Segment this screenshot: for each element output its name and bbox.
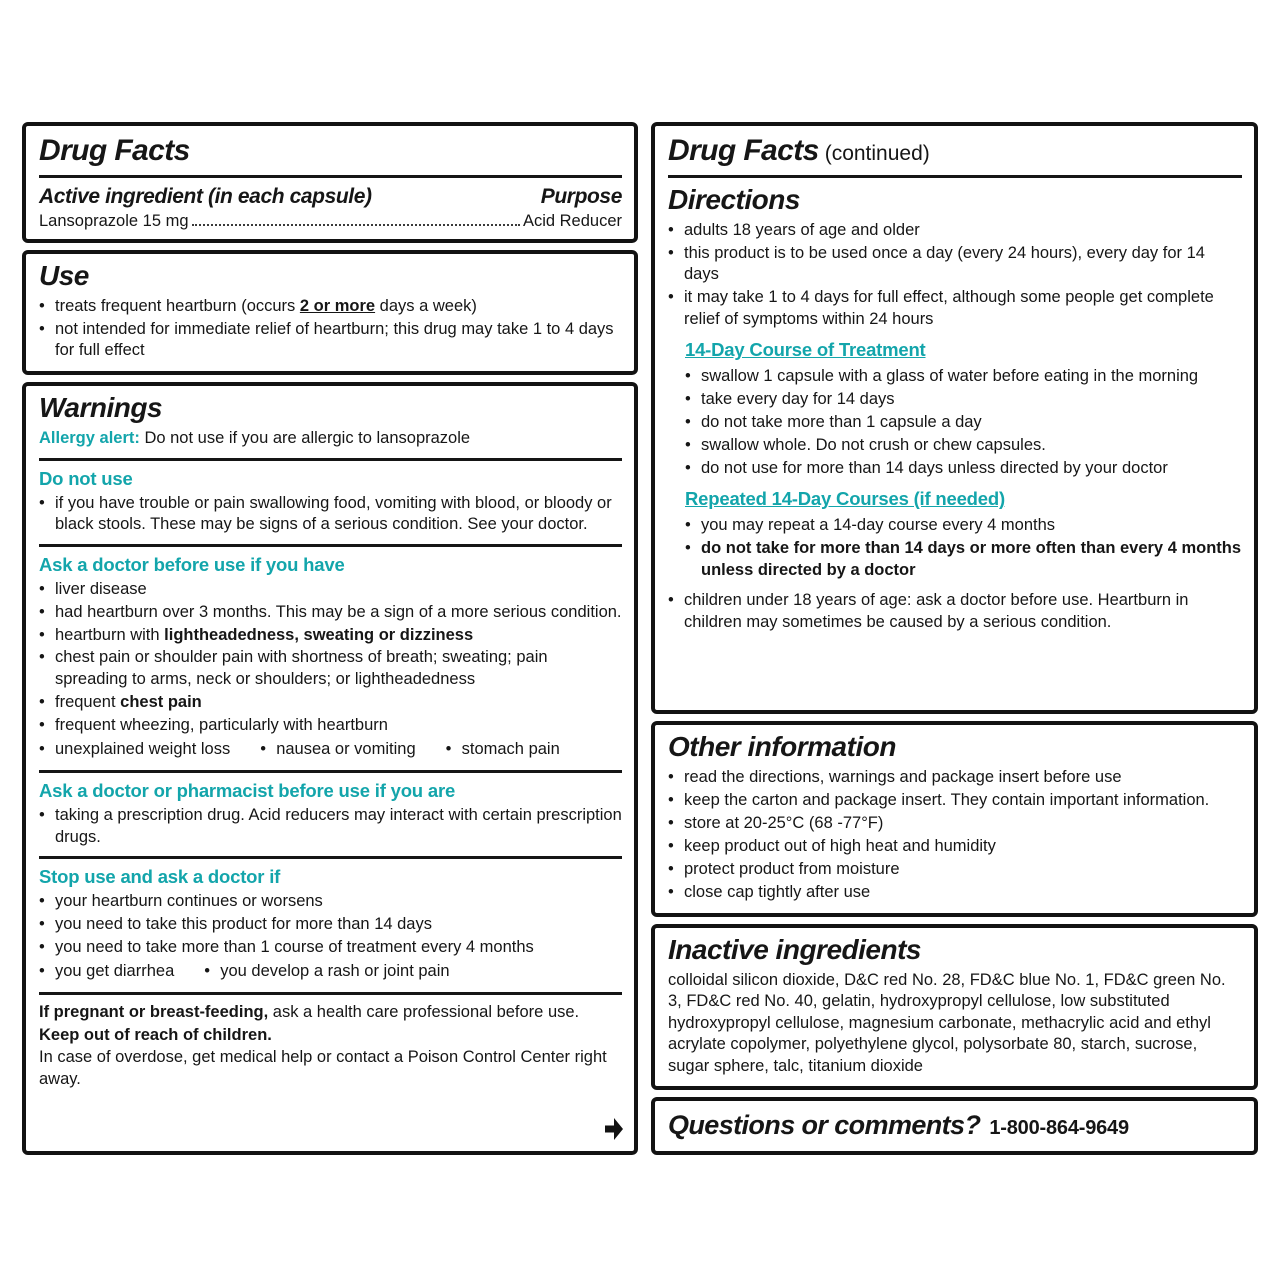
bullet-item: • close cap tightly after use [668,882,1242,903]
active-ingredient-header-row [39,185,622,209]
ingredient-name: Lansoprazole 15 mg [39,212,189,230]
use-bullet-2: • not intended for immediate relief of heartburn; this drug may take 1 to 4 days for full effect [55,319,614,360]
use-bullet-1: • treats frequent heartburn (occurs 2 or more days a week) [55,297,477,315]
section-divider [39,856,622,859]
bullet-item [39,319,622,362]
allergy-alert-label: Allergy alert: [39,429,140,448]
bullet-item: • it may take 1 to 4 days for full effect, although some people get complete relief of symptoms within 24 hours [668,287,1242,330]
bullet-item: • you get diarrhea [39,961,174,982]
bullet-item: • you need to take more than 1 course of treatment every 4 months [39,937,622,958]
right-column [651,122,1258,1155]
bullet-item: • take every day for 14 days [685,389,1242,410]
bullet-item: • read the directions, warnings and package insert before use [668,767,1242,788]
questions-heading: Questions or comments? [668,1110,981,1140]
section-divider [39,770,622,773]
dotted-leader [192,213,520,226]
ask-pharmacist-heading: Ask a doctor or pharmacist before use if you are [39,780,456,802]
bullet-item: • liver disease [39,579,622,600]
use-heading: Use [39,260,89,291]
panel-questions [651,1097,1258,1155]
left-column [22,122,638,1155]
allergy-alert-line: Allergy alert: Do not use if you are allergic to lansoprazole [39,429,471,448]
questions-phone-number: 1-800-864-9649 [989,1117,1129,1139]
bullet-item: • you develop a rash or joint pain [204,961,449,982]
panel-inactive-ingredients [651,924,1258,1090]
warnings-heading: Warnings [39,392,163,424]
bullet-item: • keep the carton and package insert. They contain important information. [668,790,1242,811]
bullet-item: • do not use for more than 14 days unless directed by your doctor [685,458,1242,479]
bullet-item: • swallow 1 capsule with a glass of water before eating in the morning [685,366,1242,387]
panel-use [22,250,638,375]
bullet-item: • if you have trouble or pain swallowing food, vomiting with blood, or bloody or black stools. These may be signs of a serious condition. See your doctor. [39,493,622,536]
inactive-ingredients-heading: Inactive ingredients [668,933,921,965]
bullet-item: • chest pain or shoulder pain with shortness of breath; sweating; pain spreading to arms, neck or shoulders; or lightheadedness [39,647,622,690]
bullet-row [39,960,622,984]
inactive-ingredients-text: colloidal silicon dioxide, D&C red No. 28, FD&C blue No. 1, FD&C green No. 3, FD&C red No. 40, gelatin, hydroxypropyl cellulose, low substituted hydroxypropyl cellulose, magnesium carbonate, methacrylic acid and ethyl acrylate copolymer, polyethylene glycol, polysorbate 80, starch, sucrose, sugar sphere, talc, titanium dioxide [668,970,1226,1075]
drug-facts-continued-title: Drug Facts (continued) [668,131,1242,178]
bullet-item: • you need to take this product for more than 14 days [39,914,622,935]
bullet-item: • taking a prescription drug. Acid reducers may interact with certain prescription drugs. [39,805,622,848]
bullet-item: • do not take more than 1 capsule a day [685,412,1242,433]
other-information-heading: Other information [668,731,896,763]
panel-active-ingredient [22,122,638,243]
bullet-item: • keep product out of high heat and humidity [668,836,1242,857]
bullet-item: • nausea or vomiting [260,739,415,760]
repeated-courses-heading: Repeated 14-Day Courses (if needed) [685,488,1005,510]
purpose-heading: Purpose [540,185,622,208]
overdose-warning: In case of overdose, get medical help or contact a Poison Control Center right away. [39,1048,607,1088]
bullet-item: • adults 18 years of age and older [668,220,1242,241]
bullet-item: • stomach pain [446,739,560,760]
bullet-item: • heartburn with lightheadedness, sweating or dizziness [39,625,622,646]
keep-out-of-reach-warning: Keep out of reach of children. [39,1025,272,1044]
bullet-item: • unexplained weight loss [39,739,230,760]
bullet-item: • swallow whole. Do not crush or chew capsules. [685,435,1242,456]
purpose-value: Acid Reducer [522,212,622,230]
section-divider [39,458,622,461]
continued-arrow-icon [603,1116,625,1142]
bullet-item: • store at 20-25°C (68 -77°F) [668,813,1242,834]
panel-warnings [22,382,638,1155]
do-not-use-heading: Do not use [39,467,133,489]
ask-doctor-heading: Ask a doctor before use if you have [39,553,345,575]
active-ingredient-heading: Active ingredient (in each capsule) [39,185,372,208]
stop-use-heading: Stop use and ask a doctor if [39,866,281,887]
bullet-row [39,738,622,762]
course-of-treatment-heading: 14-Day Course of Treatment [685,339,926,361]
drug-facts-title: Drug Facts [39,131,622,178]
pregnancy-warning: If pregnant or breast-feeding, ask a health care professional before use. [39,1003,580,1022]
drug-facts-label [22,122,1258,1155]
bullet-item: • do not take for more than 14 days or more often than every 4 months unless directed by a doctor [685,538,1242,581]
bullet-item [39,296,622,317]
directions-heading: Directions [668,184,800,215]
bullet-item: • had heartburn over 3 months. This may be a sign of a more serious condition. [39,602,622,623]
panel-other-information [651,721,1258,917]
section-divider [39,544,622,547]
ingredient-row [39,212,622,231]
panel-directions [651,122,1258,714]
continued-label: (continued) [824,142,930,165]
bullet-item: • you may repeat a 14-day course every 4 months [685,515,1242,536]
bullet-item: • children under 18 years of age: ask a doctor before use. Heartburn in children may sometimes be caused by a serious condition. [668,590,1242,633]
bullet-item: • frequent chest pain [39,692,622,713]
section-divider [39,992,622,995]
bullet-item: • this product is to be used once a day (every 24 hours), every day for 14 days [668,243,1242,286]
bullet-item: • your heartburn continues or worsens [39,891,622,912]
bullet-item: • frequent wheezing, particularly with heartburn [39,715,622,736]
bullet-item: • protect product from moisture [668,859,1242,880]
